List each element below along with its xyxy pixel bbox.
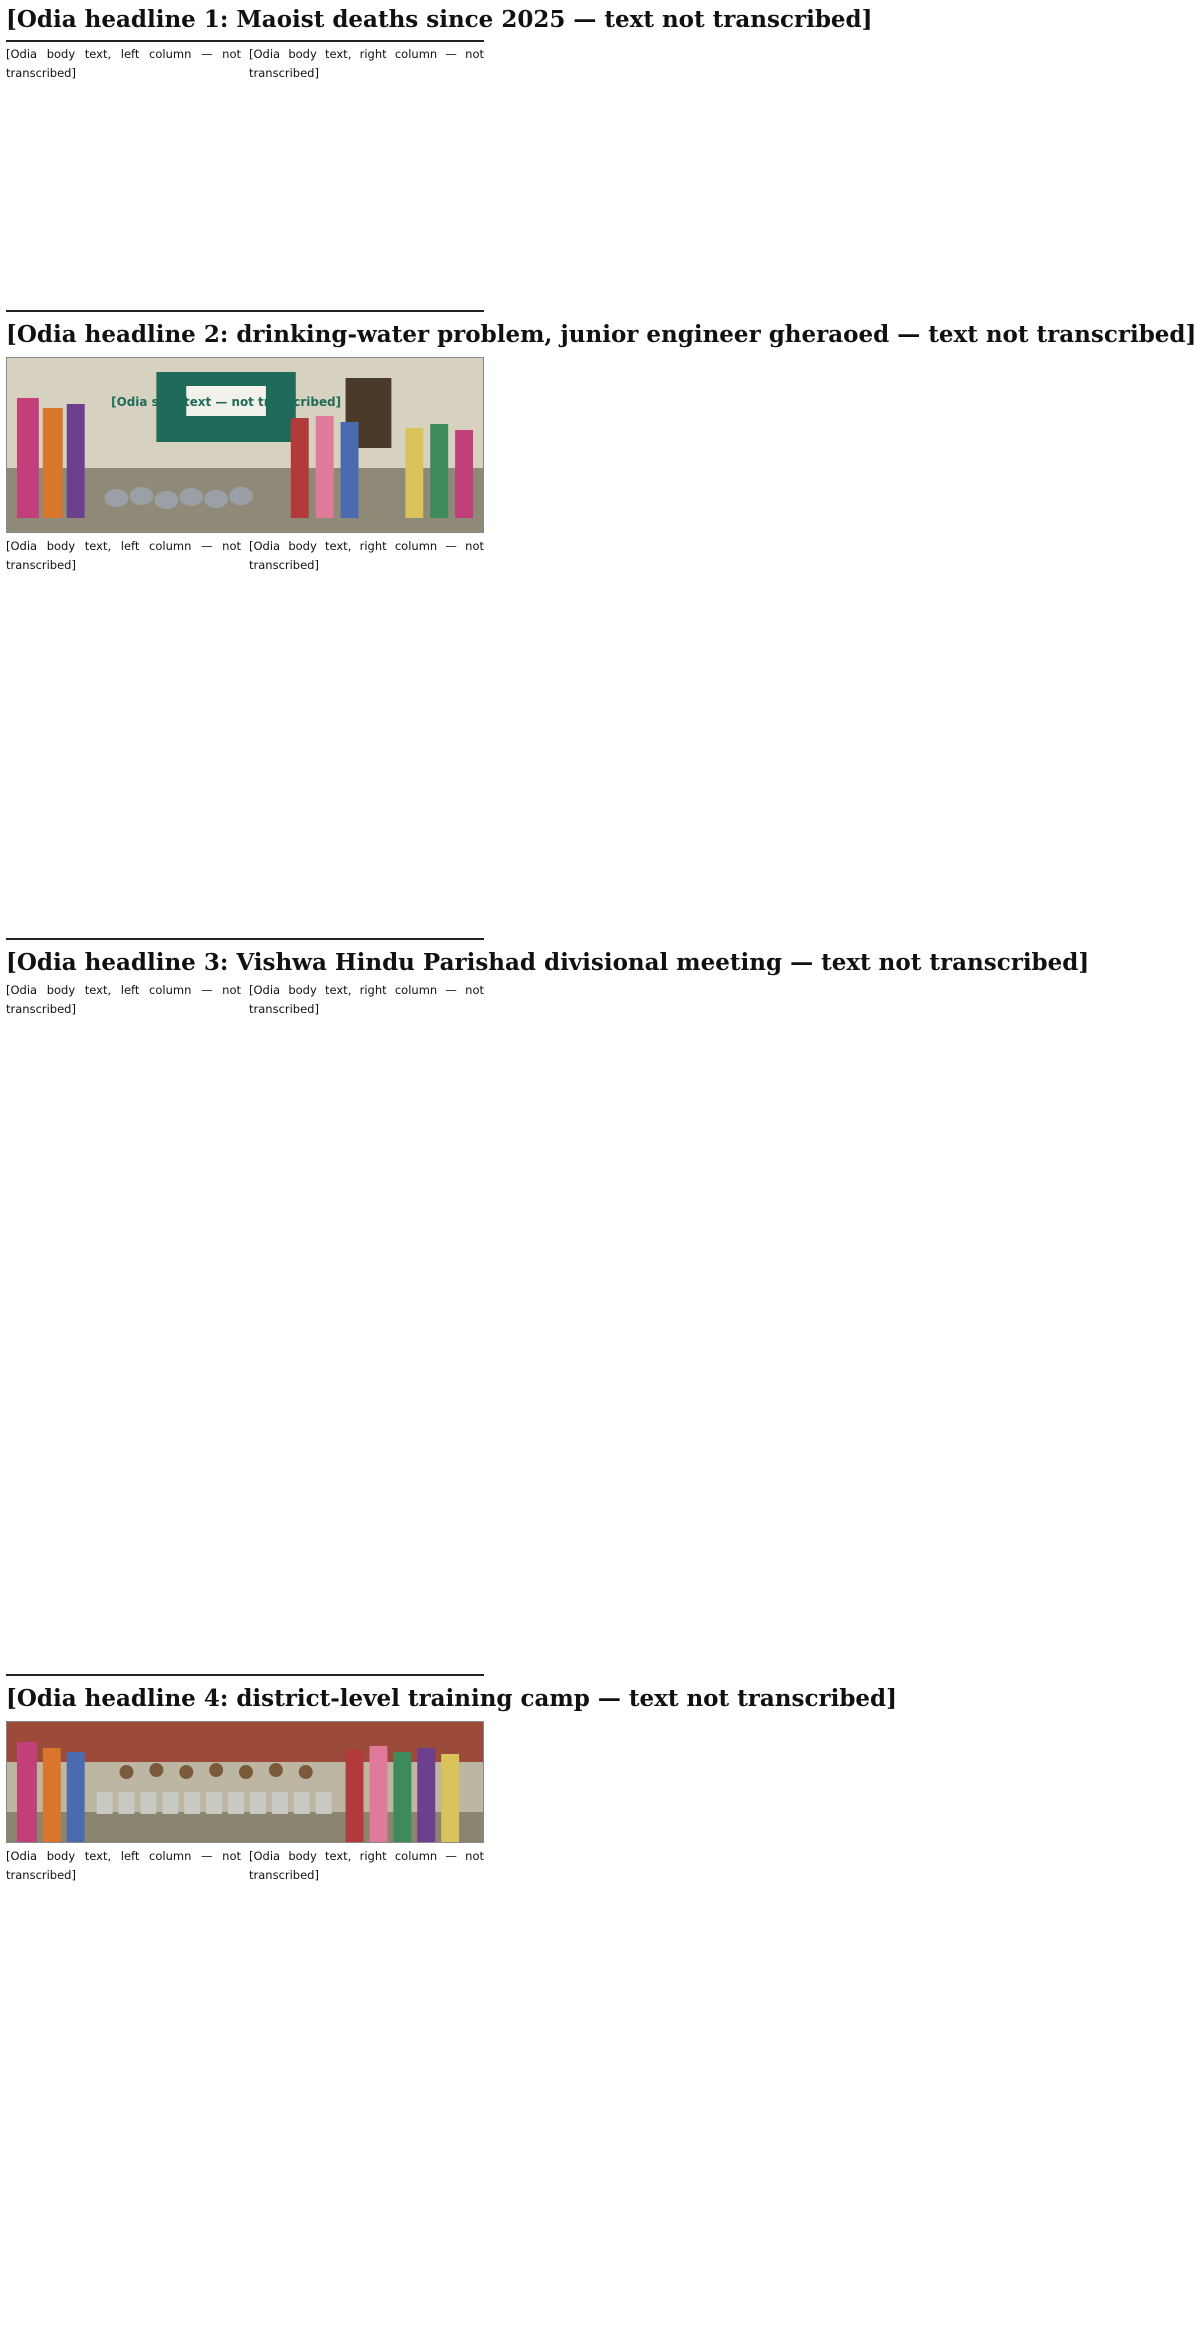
article-drinking-water <box>0 308 1196 936</box>
article-column-right: [Odia body text, right column — not transcribed] <box>249 1849 484 1883</box>
divider <box>6 938 484 940</box>
divider <box>6 40 484 42</box>
article-columns <box>0 981 490 1671</box>
divider <box>6 1674 484 1676</box>
article-photo-training <box>6 1721 484 1843</box>
article-columns <box>0 537 490 941</box>
photo-sign-text: [Odia sign text — not transcribed] <box>111 394 342 410</box>
article-photo-villagers <box>6 357 484 533</box>
article-headline: [Odia headline 3: Vishwa Hindu Parishad divisional meeting — text not transcribed] <box>6 949 1090 976</box>
article-column-left: [Odia body text, left column — not transcribed] <box>6 1849 241 1883</box>
photo-training-image <box>7 1722 483 1842</box>
article-column-right: [Odia body text, right column — not transcribed] <box>249 983 484 1017</box>
article-headline: [Odia headline 1: Maoist deaths since 2025 — text not transcribed] <box>6 6 873 33</box>
article-column-right: [Odia body text, right column — not transcribed] <box>249 539 484 573</box>
article-headline: [Odia headline 4: district-level training camp — text not transcribed] <box>6 1685 898 1712</box>
article-column-left: [Odia body text, left column — not transcribed] <box>6 539 241 573</box>
article-column-left: [Odia body text, left column — not transcribed] <box>6 983 241 1017</box>
article-vhp-meeting <box>0 936 1090 1672</box>
article-headline: [Odia headline 2: drinking-water problem, junior engineer gheraoed — text not transcribed] <box>6 321 1196 348</box>
article-columns <box>0 45 490 309</box>
article-maoist-deaths <box>0 0 873 308</box>
article-column-right: [Odia body text, right column — not transcribed] <box>249 47 484 81</box>
photo-villagers-image <box>7 358 483 532</box>
article-columns <box>0 1847 490 2325</box>
article-training-camp <box>0 1672 898 2324</box>
article-column-left: [Odia body text, left column — not transcribed] <box>6 47 241 81</box>
divider <box>6 310 484 312</box>
